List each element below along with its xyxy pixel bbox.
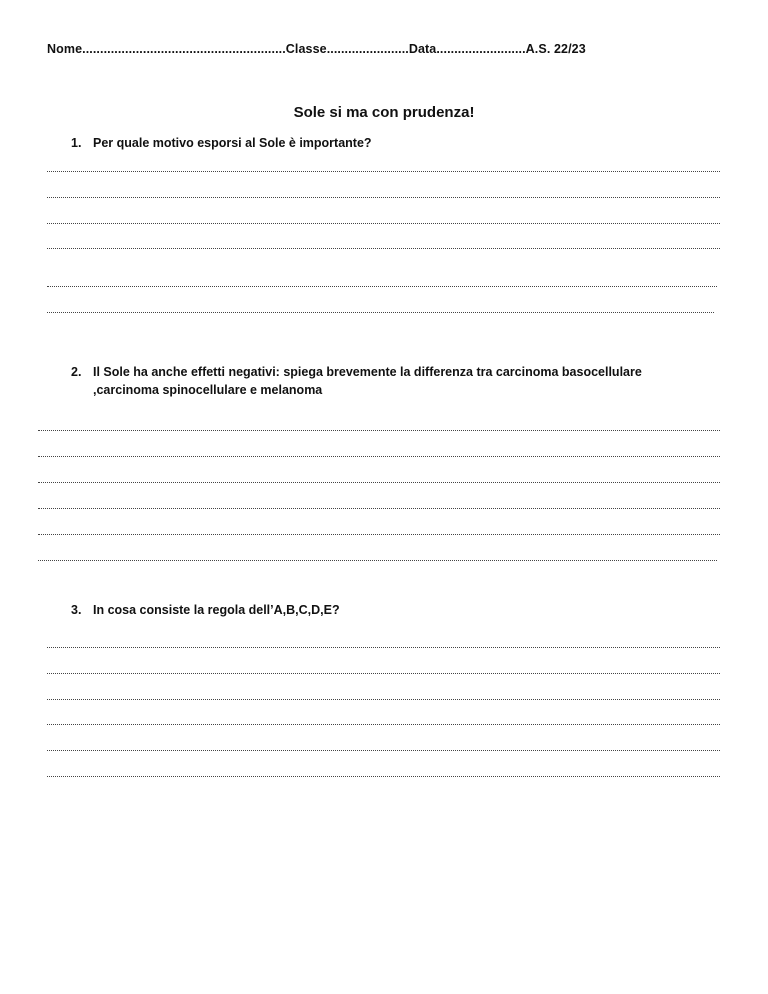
question-2-number: 2. <box>71 365 82 379</box>
worksheet-title: Sole si ma con prudenza! <box>293 104 475 121</box>
answer-line[interactable] <box>47 699 720 700</box>
answer-line[interactable] <box>47 197 720 198</box>
answer-line[interactable] <box>47 647 720 648</box>
answer-line[interactable] <box>38 456 720 457</box>
answer-line[interactable] <box>47 171 720 172</box>
question-1 <box>71 134 711 152</box>
answer-line[interactable] <box>47 286 717 287</box>
question-1-number: 1. <box>71 136 82 150</box>
answer-line[interactable] <box>38 508 720 509</box>
question-2-text: Il Sole ha anche effetti negativi: spiega brevemente la differenza tra carcinoma basocellulare ,carcinoma spinocellulare e melanoma <box>93 365 642 397</box>
answer-line[interactable] <box>47 312 714 313</box>
question-2 <box>71 363 711 399</box>
answer-line[interactable] <box>47 776 720 777</box>
answer-line[interactable] <box>38 534 720 535</box>
student-info-header: Nome.........................................................Classe.......................Data.........................A.S. 22/23 <box>47 42 586 56</box>
answer-line[interactable] <box>47 750 720 751</box>
answer-line[interactable] <box>47 248 720 249</box>
answer-line[interactable] <box>47 223 720 224</box>
question-3-text: In cosa consiste la regola dell’A,B,C,D,E? <box>93 603 340 617</box>
question-3-number: 3. <box>71 603 82 617</box>
answer-line[interactable] <box>47 724 720 725</box>
answer-line[interactable] <box>38 560 717 561</box>
answer-line[interactable] <box>47 673 720 674</box>
question-3 <box>71 601 711 619</box>
question-1-text: Per quale motivo esporsi al Sole è importante? <box>93 136 372 150</box>
answer-line[interactable] <box>38 482 720 483</box>
answer-line[interactable] <box>38 430 720 431</box>
